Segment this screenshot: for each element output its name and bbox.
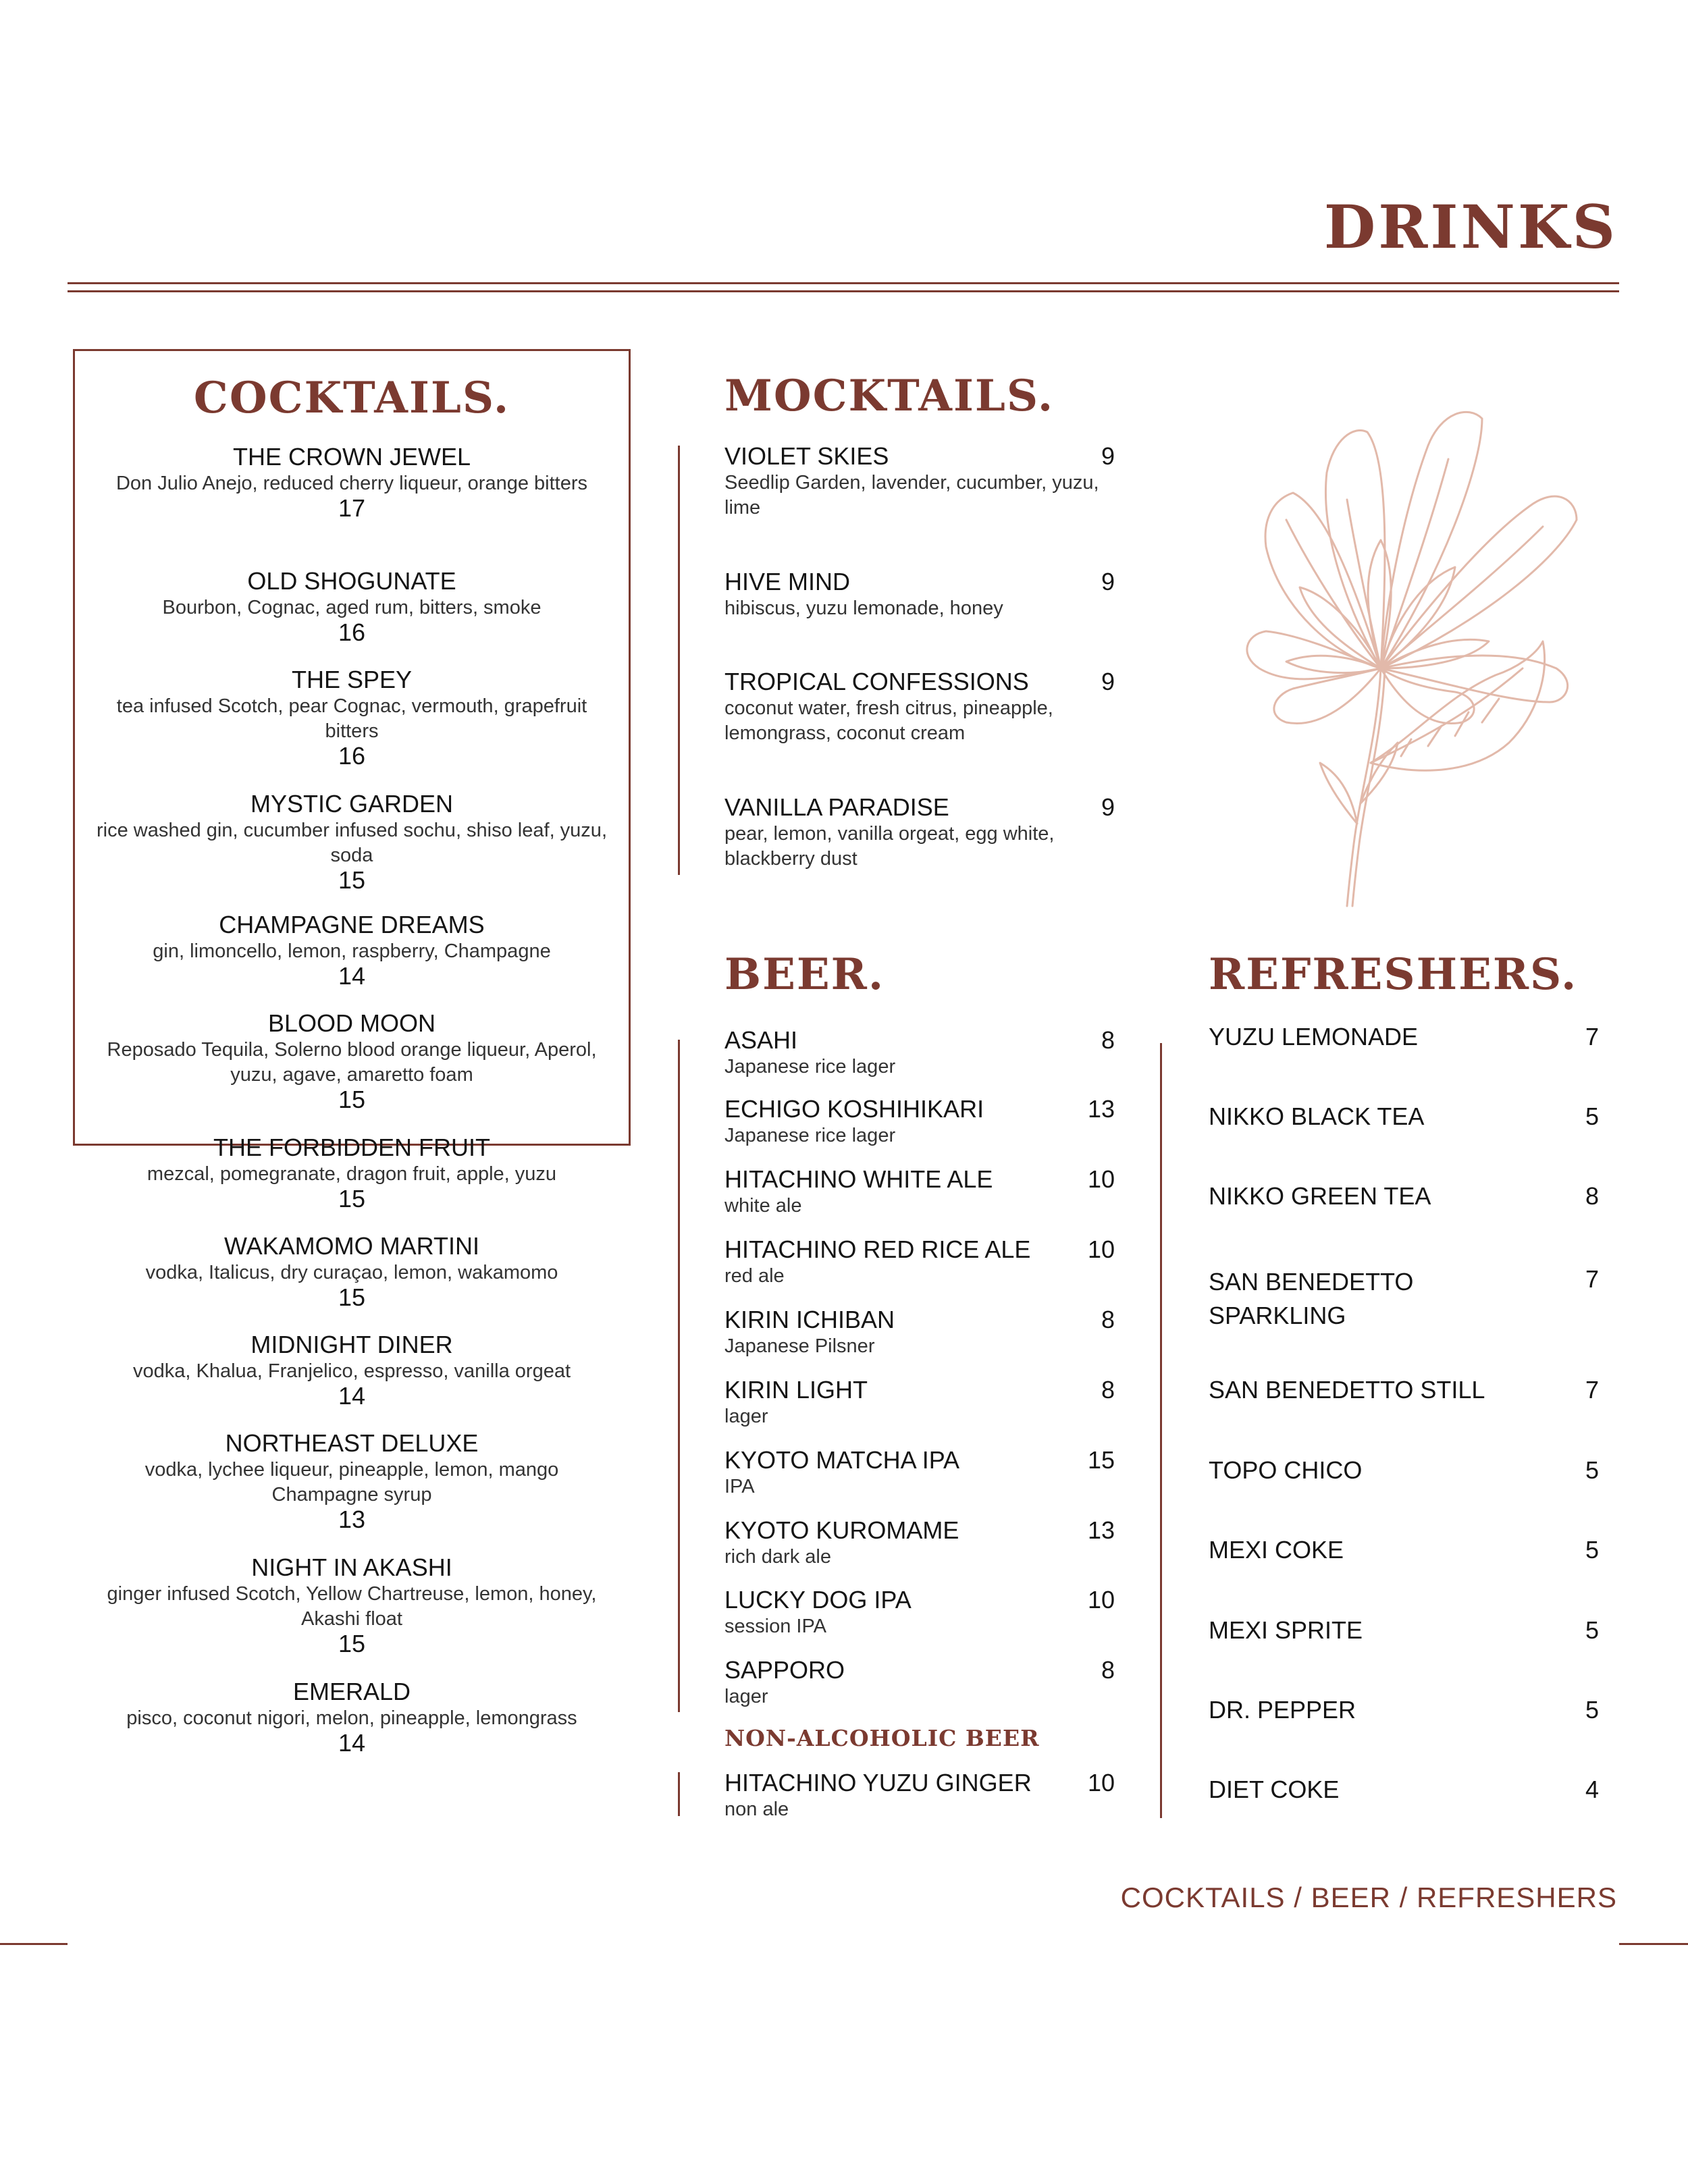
- beer-heading: BEER.: [724, 949, 885, 1000]
- cocktail-item: [95, 790, 608, 893]
- cocktail-description: gin, limoncello, lemon, raspberry, Champagne: [153, 940, 551, 962]
- refresher-name: YUZU LEMONADE: [1209, 1023, 1419, 1050]
- cocktail-description: Reposado Tequila, Solerno blood orange liqueur, Aperol, yuzu, agave, amaretto foam: [107, 1039, 597, 1086]
- beer-price: 8: [1101, 1656, 1115, 1684]
- beer-name: HITACHINO WHITE ALE: [724, 1165, 993, 1193]
- cocktail-price: 17: [338, 494, 366, 522]
- beer-name: HITACHINO RED RICE ALE: [724, 1235, 1031, 1263]
- mocktail-name: HIVE MIND: [724, 568, 851, 595]
- cocktail-name: NORTHEAST DELUXE: [225, 1429, 479, 1457]
- cocktail-name: OLD SHOGUNATE: [247, 567, 456, 595]
- beer-item: [724, 1769, 1115, 1822]
- refresher-price: 7: [1585, 1376, 1599, 1404]
- header-rule-bottom: [68, 290, 1619, 292]
- header-rule-top: [68, 282, 1619, 284]
- mocktails-heading: MOCKTAILS.: [724, 371, 1055, 421]
- cocktail-item: [95, 1678, 608, 1755]
- refresher-name: MEXI SPRITE: [1209, 1616, 1363, 1644]
- cocktail-item: [95, 1429, 608, 1532]
- beer-price: 8: [1101, 1376, 1115, 1404]
- refresher-name: SAN BENEDETTO STILL: [1209, 1376, 1485, 1404]
- cocktail-name: MYSTIC GARDEN: [250, 790, 454, 818]
- page-title: DRINKS: [1323, 192, 1618, 262]
- refresher-price: 4: [1585, 1776, 1599, 1803]
- beer-name: ASAHI: [724, 1026, 798, 1054]
- mocktail-description: Seedlip Garden, lavender, cucumber, yuzu, lime: [724, 472, 1099, 518]
- cocktail-name: THE SPEY: [291, 666, 413, 693]
- cocktail-description: tea infused Scotch, pear Cognac, vermouth, grapefruit bitters: [116, 695, 587, 742]
- refresher-price: 7: [1585, 1023, 1599, 1050]
- beer-price: 13: [1087, 1095, 1115, 1123]
- cocktail-price: 15: [338, 1185, 366, 1213]
- cocktail-description: vodka, Italicus, dry curaçao, lemon, wakamomo: [145, 1262, 558, 1283]
- beer-price: 10: [1087, 1165, 1115, 1193]
- beer-item: [724, 1026, 1115, 1080]
- refresher-name: DIET COKE: [1209, 1776, 1340, 1803]
- refresher-price: 5: [1585, 1536, 1599, 1564]
- refresher-price: 5: [1585, 1616, 1599, 1644]
- mocktail-price: 9: [1101, 568, 1115, 595]
- beer-description: Japanese rice lager: [724, 1125, 896, 1146]
- cocktail-item: [95, 1553, 608, 1656]
- cocktails-heading: COCKTAILS.: [193, 373, 510, 423]
- cocktail-item: [95, 1331, 608, 1408]
- cocktail-price: 16: [338, 742, 366, 770]
- mocktail-description: pear, lemon, vanilla orgeat, egg white, blackberry dust: [724, 823, 1055, 870]
- mocktail-price: 9: [1101, 793, 1115, 821]
- cocktail-price: 13: [338, 1506, 366, 1533]
- cocktail-price: 15: [338, 1283, 366, 1311]
- cocktail-item: [95, 1009, 608, 1112]
- beer-description: non ale: [724, 1799, 789, 1820]
- footer-rule-right: [1619, 1943, 1688, 1945]
- beer-item: [724, 1586, 1115, 1639]
- non-alcoholic-divider: [678, 1772, 680, 1816]
- cocktail-name: MIDNIGHT DINER: [250, 1331, 453, 1358]
- mocktail-price: 9: [1101, 442, 1115, 470]
- mocktail-name: TROPICAL CONFESSIONS: [724, 668, 1029, 695]
- cocktail-item: [95, 911, 608, 988]
- beer-item: [724, 1165, 1115, 1219]
- beer-description: session IPA: [724, 1616, 826, 1637]
- refresher-name: DR. PEPPER: [1209, 1696, 1356, 1724]
- beer-description: Japanese Pilsner: [724, 1335, 875, 1357]
- refresher-item: [1209, 1456, 1599, 1485]
- mocktail-item: [724, 668, 1115, 746]
- beer-description: lager: [724, 1686, 768, 1707]
- cocktail-name: NIGHT IN AKASHI: [251, 1553, 452, 1581]
- mocktail-price: 9: [1101, 668, 1115, 695]
- beer-divider: [678, 1040, 680, 1712]
- beer-name: KYOTO MATCHA IPA: [724, 1446, 960, 1474]
- mocktails-divider: [678, 446, 680, 875]
- refresher-item: [1209, 1102, 1599, 1131]
- mocktail-name: VANILLA PARADISE: [724, 793, 949, 821]
- beer-item: [724, 1516, 1115, 1570]
- cocktail-description: ginger infused Scotch, Yellow Chartreuse, lemon, honey, Akashi float: [107, 1583, 597, 1630]
- cocktail-item: [95, 1134, 608, 1211]
- cocktail-description: pisco, coconut nigori, melon, pineapple, lemongrass: [126, 1707, 577, 1729]
- cocktail-name: THE CROWN JEWEL: [232, 443, 471, 471]
- refresher-price: 8: [1585, 1182, 1599, 1210]
- cocktail-name: BLOOD MOON: [267, 1009, 436, 1037]
- cocktail-name: CHAMPAGNE DREAMS: [219, 911, 485, 938]
- beer-item: [724, 1376, 1115, 1429]
- non-alcoholic-beer-heading: NON-ALCOHOLIC BEER: [724, 1725, 1040, 1751]
- refresher-name: TOPO CHICO: [1209, 1456, 1363, 1484]
- beer-price: 10: [1087, 1769, 1115, 1796]
- cocktail-description: rice washed gin, cucumber infused sochu, shiso leaf, yuzu, soda: [96, 820, 607, 866]
- refresher-name: MEXI COKE: [1209, 1536, 1344, 1564]
- refresher-item: [1209, 1265, 1599, 1333]
- cocktail-price: 14: [338, 1382, 366, 1410]
- mocktail-item: [724, 793, 1115, 872]
- mocktail-description: hibiscus, yuzu lemonade, honey: [724, 597, 1003, 619]
- beer-price: 8: [1101, 1306, 1115, 1333]
- refreshers-divider: [1160, 1043, 1162, 1818]
- cocktail-item: [95, 1232, 608, 1310]
- cocktail-item: [95, 443, 608, 521]
- cocktail-description: Don Julio Anejo, reduced cherry liqueur, orange bitters: [115, 473, 588, 494]
- refresher-item: [1209, 1696, 1599, 1724]
- cocktail-description: mezcal, pomegranate, dragon fruit, apple, yuzu: [147, 1163, 557, 1185]
- beer-name: KIRIN ICHIBAN: [724, 1306, 895, 1333]
- refresher-item: [1209, 1536, 1599, 1564]
- beer-item: [724, 1235, 1115, 1289]
- refresher-price: 5: [1585, 1456, 1599, 1484]
- refresher-item: [1209, 1182, 1599, 1210]
- beer-description: white ale: [724, 1195, 802, 1217]
- beer-item: [724, 1656, 1115, 1709]
- beer-description: IPA: [724, 1476, 755, 1497]
- refresher-item: [1209, 1616, 1599, 1645]
- refresher-item: [1209, 1776, 1599, 1804]
- chrysanthemum-illustration: [1225, 385, 1604, 911]
- refresher-name: NIKKO BLACK TEA: [1209, 1102, 1425, 1130]
- refresher-name: NIKKO GREEN TEA: [1209, 1182, 1431, 1210]
- mocktail-name: VIOLET SKIES: [724, 442, 889, 470]
- beer-price: 10: [1087, 1235, 1115, 1263]
- cocktails-section: [73, 349, 631, 1757]
- beer-description: Japanese rice lager: [724, 1056, 896, 1077]
- footer-nav: COCKTAILS / BEER / REFRESHERS: [1120, 1882, 1617, 1913]
- cocktail-price: 16: [338, 618, 366, 646]
- beer-price: 13: [1087, 1516, 1115, 1544]
- beer-name: ECHIGO KOSHIHIKARI: [724, 1095, 984, 1123]
- beer-description: red ale: [724, 1265, 785, 1287]
- cocktail-description: vodka, Khalua, Franjelico, espresso, vanilla orgeat: [132, 1360, 571, 1382]
- beer-item: [724, 1095, 1115, 1148]
- refresher-price: 5: [1585, 1102, 1599, 1130]
- beer-name: HITACHINO YUZU GINGER: [724, 1769, 1032, 1796]
- beer-price: 10: [1087, 1586, 1115, 1614]
- cocktail-name: EMERALD: [292, 1678, 411, 1705]
- cocktail-name: THE FORBIDDEN FRUIT: [213, 1134, 490, 1161]
- mocktail-item: [724, 568, 1115, 621]
- refresher-price: 7: [1585, 1265, 1599, 1293]
- cocktail-price: 15: [338, 866, 366, 894]
- cocktail-price: 15: [338, 1630, 366, 1657]
- beer-item: [724, 1446, 1115, 1499]
- footer-rule-left: [0, 1943, 68, 1945]
- refresher-price: 5: [1585, 1696, 1599, 1724]
- beer-price: 15: [1087, 1446, 1115, 1474]
- beer-price: 8: [1101, 1026, 1115, 1054]
- cocktail-name: WAKAMOMO MARTINI: [224, 1232, 479, 1260]
- cocktail-price: 15: [338, 1086, 366, 1113]
- beer-description: lager: [724, 1406, 768, 1427]
- cocktail-item: [95, 666, 608, 768]
- refresher-item: [1209, 1376, 1599, 1404]
- beer-item: [724, 1306, 1115, 1359]
- refresher-item: [1209, 1023, 1599, 1051]
- beer-name: KYOTO KUROMAME: [724, 1516, 959, 1544]
- cocktail-description: Bourbon, Cognac, aged rum, bitters, smoke: [162, 597, 542, 618]
- cocktail-description: vodka, lychee liqueur, pineapple, lemon, mango Champagne syrup: [144, 1459, 559, 1506]
- cocktail-item: [95, 567, 608, 645]
- refreshers-heading: REFRESHERS.: [1209, 949, 1578, 1000]
- mocktail-description: coconut water, fresh citrus, pineapple, lemongrass, coconut cream: [724, 697, 1053, 744]
- beer-name: LUCKY DOG IPA: [724, 1586, 912, 1614]
- cocktail-price: 14: [338, 962, 366, 990]
- beer-description: rich dark ale: [724, 1546, 831, 1568]
- beer-name: SAPPORO: [724, 1656, 845, 1684]
- beer-name: KIRIN LIGHT: [724, 1376, 868, 1404]
- refresher-name: SAN BENEDETTO SPARKLING: [1209, 1268, 1414, 1329]
- cocktail-price: 14: [338, 1729, 366, 1757]
- mocktail-item: [724, 442, 1115, 521]
